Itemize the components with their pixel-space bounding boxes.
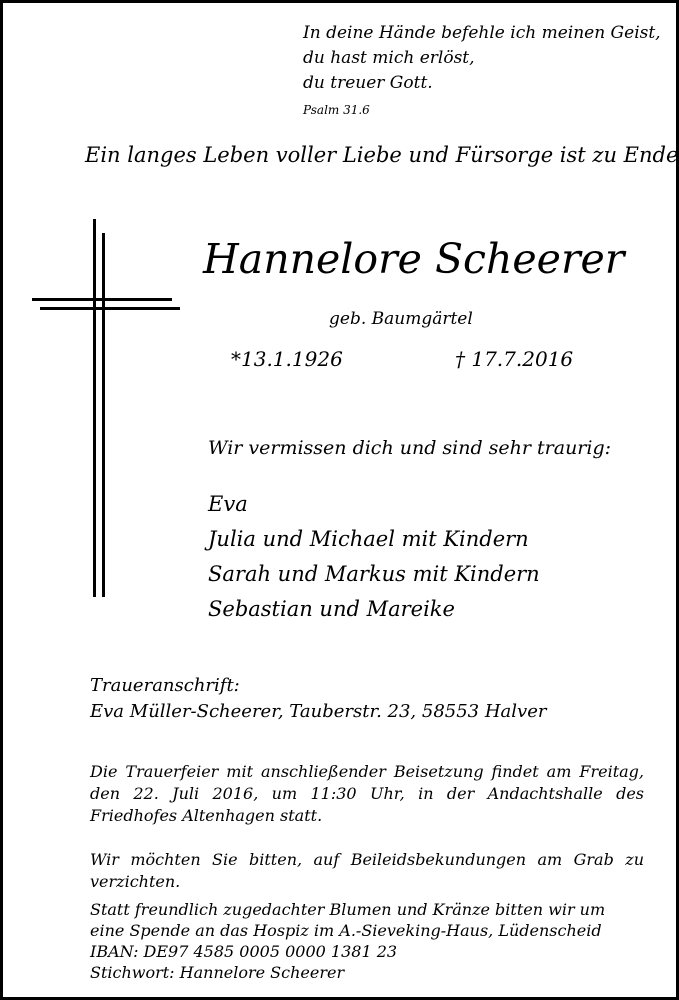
address-label: Traueranschrift: [90, 675, 240, 696]
donation-paragraph [90, 899, 644, 983]
mourners-list [208, 487, 540, 627]
psalm-reference: Psalm 31.6 [303, 103, 370, 117]
donation-line: Statt freundlich zugedachter Blumen und Kränze bitten wir um [90, 900, 606, 919]
mourner-name: Eva [208, 492, 248, 516]
death-date: † 17.7.2016 [455, 347, 574, 371]
mourner-name: Sebastian und Mareike [208, 597, 455, 621]
funeral-service-paragraph: Die Trauerfeier mit anschließender Beisetzung findet am Freitag, den 22. Juli 2016, um 11:30 Uhr, in der Andachtshalle des Friedhofes Altenhagen statt. [90, 762, 644, 825]
mourner-name: Julia und Michael mit Kindern [208, 527, 529, 551]
iban-line: IBAN: DE97 4585 0005 0000 1381 23 [90, 942, 398, 961]
psalm-quote [303, 21, 661, 96]
psalm-line: du treuer Gott. [303, 73, 433, 93]
mourning-line: Wir vermissen dich und sind sehr traurig: [208, 437, 612, 459]
deceased-name: Hannelore Scheerer [203, 235, 625, 283]
birth-date: *13.1.1926 [231, 347, 343, 371]
psalm-line: In deine Hände befehle ich meinen Geist, [303, 23, 661, 43]
keyword-line: Stichwort: Hannelore Scheerer [90, 963, 345, 982]
donation-line: eine Spende an das Hospiz im A.-Sieveking-Haus, Lüdenscheid [90, 921, 602, 940]
maiden-name: geb. Baumgärtel [329, 309, 473, 329]
intro-line: Ein langes Leben voller Liebe und Fürsorge ist zu Ende [85, 143, 679, 167]
mourner-name: Sarah und Markus mit Kindern [208, 562, 540, 586]
condolence-paragraph: Wir möchten Sie bitten, auf Beileidsbekundungen am Grab zu verzichten. [90, 850, 644, 891]
psalm-line: du hast mich erlöst, [303, 48, 475, 68]
mourning-address: Eva Müller-Scheerer, Tauberstr. 23, 58553 Halver [90, 701, 547, 722]
